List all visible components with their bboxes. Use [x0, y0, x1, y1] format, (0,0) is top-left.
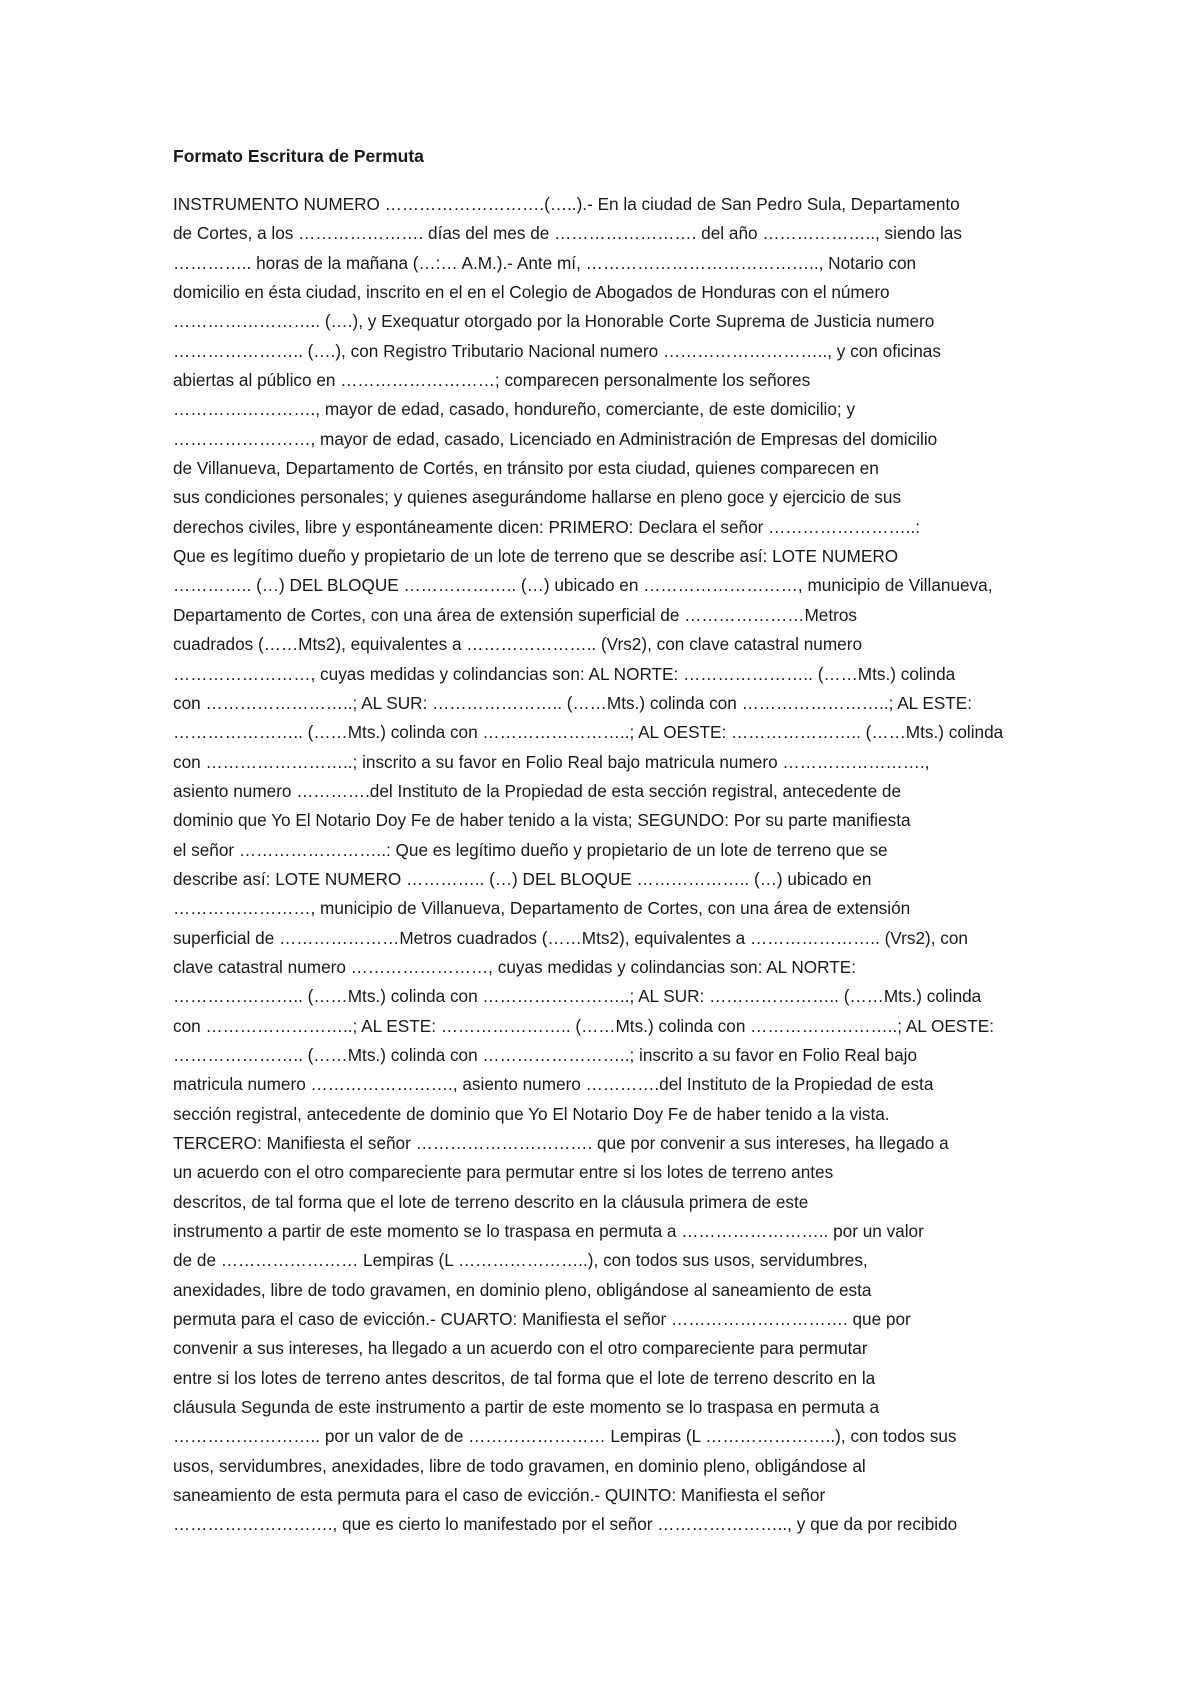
document-line: con ……………………..; AL SUR: ………………….. (……Mts.) colinda con ……………………..; AL ESTE:	[173, 692, 973, 713]
document-line: matricula numero ……………………., asiento numero ………….del Instituto de la Propiedad de esta	[173, 1074, 934, 1095]
document-line: Departamento de Cortes, con una área de extensión superficial de …………………Metros	[173, 604, 858, 625]
document-line: de de …………………… Lempiras (L …………………..), con todos sus usos, servidumbres,	[173, 1250, 868, 1271]
document-line: un acuerdo con el otro compareciente para permutar entre si los lotes de terreno antes	[173, 1162, 834, 1183]
document-line: con ……………………..; AL ESTE: ………………….. (……Mts.) colinda con ……………………..; AL OESTE:	[173, 1015, 995, 1036]
document-line: sus condiciones personales; y quienes asegurándome hallarse en pleno goce y ejercicio de sus	[173, 487, 902, 508]
document-line: ………………….. (……Mts.) colinda con ……………………..; AL SUR: ………………….. (……Mts.) colinda	[173, 986, 982, 1007]
document-line: ………………….. (……Mts.) colinda con ……………………..; AL OESTE: ………………….. (……Mts.) colinda	[173, 722, 1004, 743]
document-line: el señor ……………………..: Que es legítimo dueño y propietario de un lote de terreno que se	[173, 839, 888, 860]
document-line: …………………….. por un valor de de …………………… Lempiras (L …………………..), con todos sus	[173, 1426, 957, 1447]
document-line: dominio que Yo El Notario Doy Fe de haber tenido a la vista; SEGUNDO: Por su parte manifiesta	[173, 810, 911, 831]
document-line: ………………………., que es cierto lo manifestado por el señor ………………….., y que da por recibido	[173, 1514, 958, 1535]
document-line: cuadrados (……Mts2), equivalentes a ………………….. (Vrs2), con clave catastral numero	[173, 634, 863, 655]
document-line: domicilio en ésta ciudad, inscrito en el en el Colegio de Abogados de Honduras con el número	[173, 282, 890, 303]
document-line: abiertas al público en ………………………; comparecen personalmente los señores	[173, 370, 811, 391]
document-line: superficial de …………………Metros cuadrados (……Mts2), equivalentes a ………………….. (Vrs2), con	[173, 927, 968, 948]
document-line: instrumento a partir de este momento se lo traspasa en permuta a …………………….. por un valor	[173, 1221, 924, 1242]
document-line: describe así: LOTE NUMERO ………….. (…) DEL BLOQUE ……………….. (…) ubicado en	[173, 868, 872, 889]
document-line: ………………….. (….), con Registro Tributario Nacional numero ……………………….., y con oficinas	[173, 340, 941, 361]
document-line: sección registral, antecedente de dominio que Yo El Notario Doy Fe de haber tenido a la vista.	[173, 1103, 890, 1124]
document-line: descritos, de tal forma que el lote de terreno descrito en la cláusula primera de este	[173, 1191, 809, 1212]
document-line: anexidades, libre de todo gravamen, en dominio pleno, obligándose al saneamiento de esta	[173, 1279, 872, 1300]
document-line: entre si los lotes de terreno antes descritos, de tal forma que el lote de terreno descrito en la	[173, 1367, 876, 1388]
document-line: ………….. (…) DEL BLOQUE ……………….. (…) ubicado en ………………………, municipio de Villanueva,	[173, 575, 993, 596]
document-line: saneamiento de esta permuta para el caso de evicción.- QUINTO: Manifiesta el señor	[173, 1485, 826, 1506]
document-line: asiento numero ………….del Instituto de la Propiedad de esta sección registral, antecedente de	[173, 780, 902, 801]
document-line: ……………………, municipio de Villanueva, Departamento de Cortes, con una área de extensión	[173, 898, 911, 919]
document-line: usos, servidumbres, anexidades, libre de todo gravamen, en dominio pleno, obligándose al	[173, 1455, 866, 1476]
document-line: ……………………., mayor de edad, casado, hondureño, comerciante, de este domicilio; y	[173, 399, 856, 420]
document-line: permuta para el caso de evicción.- CUARTO: Manifiesta el señor …………………………. que por	[173, 1309, 911, 1330]
document-line: INSTRUMENTO NUMERO ……………………….(…..).- En la ciudad de San Pedro Sula, Departamento	[173, 194, 960, 214]
document-line: de Cortes, a los …………………. días del mes de ……………………. del año ……………….., siendo las	[173, 223, 962, 244]
document-line: derechos civiles, libre y espontáneamente dicen: PRIMERO: Declara el señor ……………………..:	[173, 516, 920, 537]
document-line: TERCERO: Manifiesta el señor …………………………. que por convenir a sus intereses, ha llegado a	[173, 1133, 949, 1153]
document-line: ………………….. (……Mts.) colinda con ……………………..; inscrito a su favor en Folio Real bajo	[173, 1044, 918, 1065]
document-line: de Villanueva, Departamento de Cortés, en tránsito por esta ciudad, quienes comparecen en	[173, 458, 879, 479]
document-line: cláusula Segunda de este instrumento a partir de este momento se lo traspasa en permuta a	[173, 1397, 880, 1418]
document-title: Formato Escritura de Permuta	[173, 146, 424, 166]
document-line: clave catastral numero ……………………, cuyas medidas y colindancias son: AL NORTE:	[173, 956, 856, 977]
document-line: Que es legítimo dueño y propietario de un lote de terreno que se describe así: LOTE NUMERO	[173, 546, 899, 567]
document-body	[173, 190, 1053, 1540]
document-line: con ……………………..; inscrito a su favor en Folio Real bajo matricula numero …………………….,	[173, 751, 930, 772]
document-line: …………………….. (….), y Exequatur otorgado por la Honorable Corte Suprema de Justicia numero	[173, 311, 935, 332]
document-line: convenir a sus intereses, ha llegado a un acuerdo con el otro compareciente para permutar	[173, 1338, 868, 1359]
document-line: ……………………, mayor de edad, casado, Licenciado en Administración de Empresas del domicilio	[173, 428, 938, 449]
document-line: ……………………, cuyas medidas y colindancias son: AL NORTE: ………………….. (……Mts.) colinda	[173, 663, 956, 684]
document-line: ………….. horas de la mañana (…:… A.M.).- Ante mí, ………………………………….., Notario con	[173, 252, 917, 273]
